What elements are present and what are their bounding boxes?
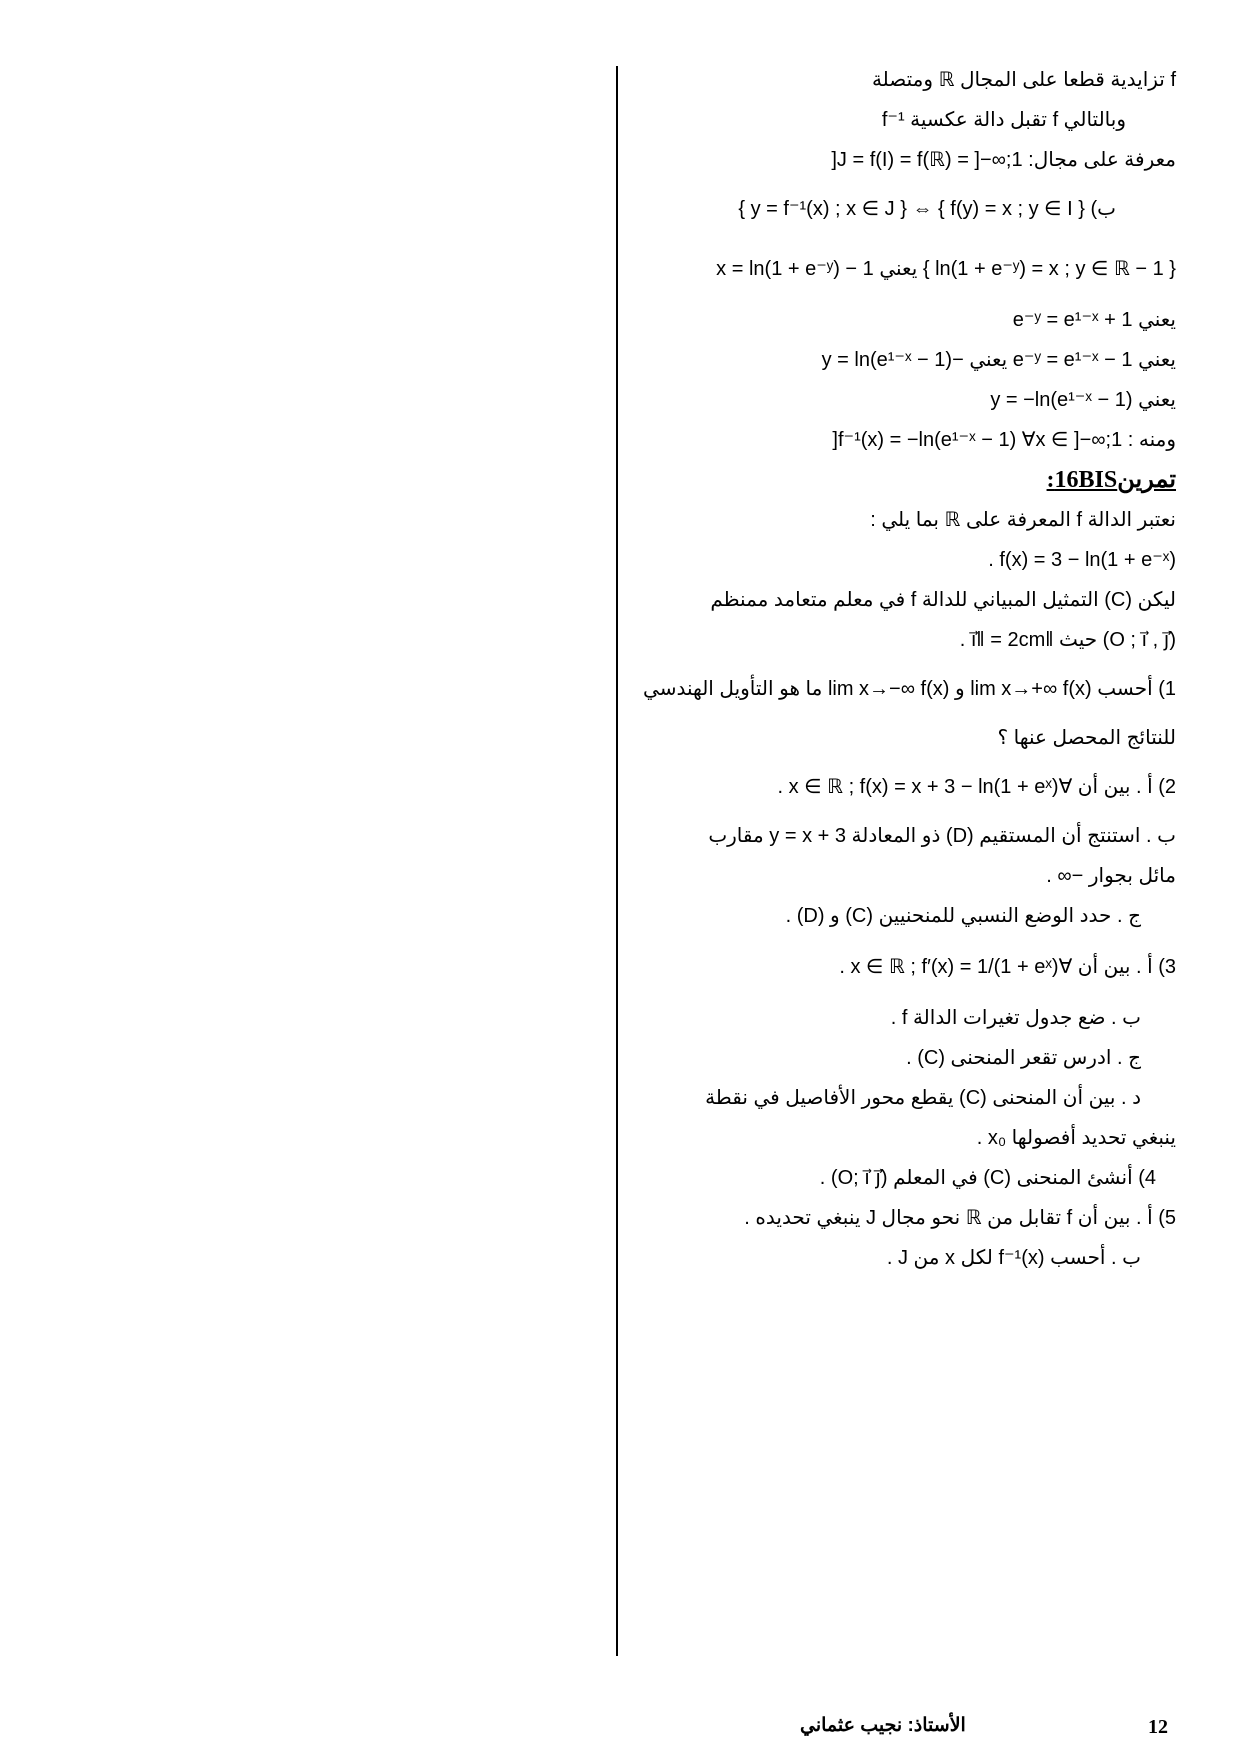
line-17: 2) أ . بين أن ∀x ∈ ℝ ; f(x) = x + 3 − ln(1 + eˣ) .	[777, 776, 1176, 798]
line-15: 1) أحسب lim x→+∞ f(x) و lim x→−∞ f(x) ما هو التأويل الهندسي	[643, 678, 1176, 700]
line-22: ب . ضع جدول تغيرات الدالة f .	[890, 1007, 1141, 1029]
line-7: يعني e⁻ʸ = e¹⁻ˣ − 1 يعني −y = ln(e¹⁻ˣ − 1)	[821, 349, 1176, 371]
line-9: ومنه : f⁻¹(x) = −ln(e¹⁻ˣ − 1) ∀x ∈ ]−∞;1[	[832, 429, 1176, 451]
content-column	[630, 60, 1176, 1278]
column-divider	[616, 66, 618, 1656]
line-13: ليكن (C) التمثيل المبياني للدالة f في معلم متعامد ممنظم	[710, 589, 1176, 611]
line-28: ب . أحسب f⁻¹(x) لكل x من J .	[886, 1247, 1141, 1269]
line-21: 3) أ . بين أن ∀x ∈ ℝ ; f′(x) = 1/(1 + eˣ) .	[839, 956, 1176, 978]
line-2: وبالتالي f تقبل دالة عكسية f⁻¹	[881, 109, 1126, 131]
line-12: f(x) = 3 − ln(1 + e⁻ˣ) .	[988, 549, 1176, 571]
line-24: د . بين أن المنحنى (C) يقطع محور الأفاصيل في نقطة	[705, 1087, 1141, 1109]
line-26: 4) أنشئ المنحنى (C) في المعلم (O; i⃗ j⃗) .	[819, 1167, 1156, 1189]
line-5: { 1 − ln(1 + e⁻ʸ) = x ; y ∈ ℝ } يعني 1 − x = ln(1 + e⁻ʸ)	[716, 258, 1176, 280]
line-25: ينبغي تحديد أفصولها x₀ .	[976, 1127, 1176, 1149]
author-name: الأستاذ: نجيب عثماني	[800, 1715, 966, 1736]
page-number: 12	[1148, 1716, 1168, 1738]
line-1: f تزايدية قطعا على المجال ℝ ومتصلة	[871, 69, 1176, 91]
line-4: ب) { f(y) = x ; y ∈ I } ⇔ { y = f⁻¹(x) ; x ∈ J }	[738, 198, 1116, 220]
line-23: ج . ادرس تقعر المنحنى (C) .	[906, 1047, 1141, 1069]
line-19: مائل بجوار −∞ .	[1046, 865, 1176, 887]
line-20: ج . حدد الوضع النسبي للمنحنيين (C) و (D) .	[785, 905, 1141, 927]
line-8: يعني y = −ln(e¹⁻ˣ − 1)	[990, 389, 1176, 411]
line-14: (O ; i⃗ , j⃗) حيث ‖i⃗‖ = 2cm .	[959, 629, 1176, 651]
line-27: 5) أ . بين أن f تقابل من ℝ نحو مجال J ينبغي تحديده .	[744, 1207, 1176, 1229]
exercise-title: تمرين16BIS:	[1046, 467, 1176, 493]
line-6: يعني 1 + e⁻ʸ = e¹⁻ˣ	[1012, 309, 1176, 331]
line-11: نعتبر الدالة f المعرفة على ℝ بما يلي :	[870, 509, 1176, 531]
line-18: ب . استنتج أن المستقيم (D) ذو المعادلة y = x + 3 مقارب	[708, 825, 1176, 847]
line-16: للنتائج المحصل عنها ؟	[997, 727, 1176, 749]
line-3: معرفة على مجال: J = f(I) = f(ℝ) = ]−∞;1[	[831, 149, 1176, 171]
